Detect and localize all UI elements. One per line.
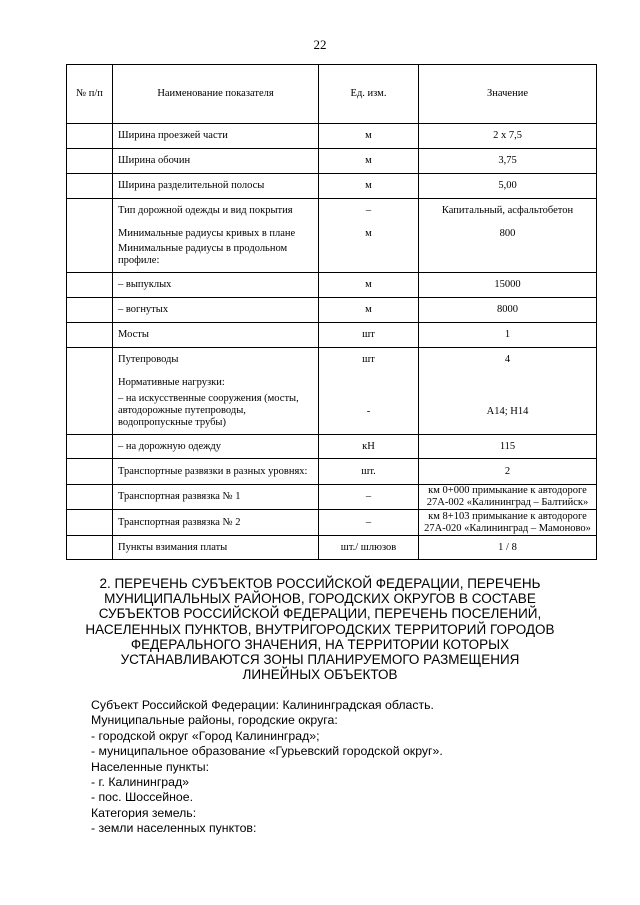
row-unit: [319, 199, 419, 273]
row-value: км 8+103 примыкание к автодороге 27А-020 «Калининград – Мамоново»: [419, 510, 597, 536]
section-heading: [78, 576, 562, 682]
row-unit-line: -: [366, 406, 371, 417]
body-text: [91, 698, 591, 837]
table-row: [67, 485, 597, 510]
heading-line: ФЕДЕРАЛЬНОГО ЗНАЧЕНИЯ, НА ТЕРРИТОРИИ КОТОРЫХ: [130, 636, 510, 652]
row-value: [419, 199, 597, 273]
row-name: Ширина проезжей части: [113, 124, 319, 149]
row-value: [419, 348, 597, 435]
header-number: № п/п: [67, 65, 113, 124]
row-unit: шт: [319, 323, 419, 348]
row-unit: м: [319, 149, 419, 174]
row-name-line: Тип дорожной одежды и вид покрытия: [118, 205, 293, 216]
row-unit: –: [319, 510, 419, 536]
page-number: 22: [313, 37, 327, 52]
row-value: 1: [419, 323, 597, 348]
row-number: [67, 459, 113, 485]
row-unit-line: шт: [362, 354, 375, 365]
row-unit-line: –: [365, 205, 372, 216]
body-line: Категория земель:: [91, 805, 197, 820]
row-name: Транспортные развязки в разных уровнях:: [113, 459, 319, 485]
row-name-line: Минимальные радиусы в продольном профиле:: [118, 243, 288, 266]
table-row: [67, 323, 597, 348]
row-number: [67, 485, 113, 510]
table-row: [67, 348, 597, 435]
row-number: [67, 199, 113, 273]
row-value: 2 x 7,5: [419, 124, 597, 149]
table-row: [67, 435, 597, 459]
body-line: Муниципальные районы, городские округа:: [91, 713, 338, 728]
table-row: [67, 536, 597, 560]
row-unit: [319, 348, 419, 435]
parameters-table: [66, 64, 597, 560]
header-unit: Ед. изм.: [319, 65, 419, 124]
row-value-line: 4: [504, 354, 511, 365]
heading-line: УСТАНАВЛИВАЮТСЯ ЗОНЫ ПЛАНИРУЕМОГО РАЗМЕЩЕНИЯ: [120, 652, 520, 668]
heading-line: 2. ПЕРЕЧЕНЬ СУБЪЕКТОВ РОССИЙСКОЙ ФЕДЕРАЦИИ, ПЕРЕЧЕНЬ: [99, 576, 541, 591]
row-number: [67, 149, 113, 174]
table-row: [67, 510, 597, 536]
row-name-line: Нормативные нагрузки:: [118, 377, 225, 388]
table-row: [67, 273, 597, 298]
row-unit-line: м: [365, 228, 372, 239]
table-row: [67, 199, 597, 273]
row-name: Мосты: [113, 323, 319, 348]
row-name: Ширина разделительной полосы: [113, 174, 319, 199]
row-name-line: – на искусственные сооружения (мосты, автодорожные путепроводы, водопропускные трубы): [118, 393, 299, 428]
row-name: – вогнутых: [113, 298, 319, 323]
row-unit: м: [319, 174, 419, 199]
body-line: - земли населенных пунктов:: [91, 821, 257, 836]
row-name: [113, 348, 319, 435]
table-row: [67, 149, 597, 174]
table-header-row: [67, 65, 597, 124]
row-unit: м: [319, 124, 419, 149]
row-unit: –: [319, 485, 419, 510]
row-value: 5,00: [419, 174, 597, 199]
row-number: [67, 536, 113, 560]
row-name-line: Минимальные радиусы кривых в плане: [118, 228, 296, 239]
row-name: Транспортная развязка № 2: [113, 510, 319, 536]
row-number: [67, 174, 113, 199]
row-unit: шт./ шлюзов: [319, 536, 419, 560]
row-number: [67, 124, 113, 149]
row-name: Пункты взимания платы: [113, 536, 319, 560]
table-row: [67, 124, 597, 149]
row-value: км 0+000 примыкание к автодороге 27А-002 «Калининград – Балтийск»: [419, 485, 597, 510]
row-unit: м: [319, 298, 419, 323]
row-value: 3,75: [419, 149, 597, 174]
row-number: [67, 273, 113, 298]
row-value: 2: [419, 459, 597, 485]
body-line: - г. Калининград»: [91, 775, 190, 790]
row-name: [113, 199, 319, 273]
row-value-line: Капитальный, асфальтобетон: [441, 205, 574, 216]
body-line: Населенные пункты:: [91, 759, 209, 774]
row-number: [67, 298, 113, 323]
table-row: [67, 174, 597, 199]
table-row: [67, 459, 597, 485]
body-line: - пос. Шоссейное.: [91, 790, 193, 805]
row-name: – на дорожную одежду: [113, 435, 319, 459]
row-value: 15000: [419, 273, 597, 298]
row-value: 8000: [419, 298, 597, 323]
heading-line: НАСЕЛЕННЫХ ПУНКТОВ, ВНУТРИГОРОДСКИХ ТЕРРИТОРИЙ ГОРОДОВ: [85, 621, 555, 637]
row-name-line: Путепроводы: [118, 354, 179, 365]
table-row: [67, 298, 597, 323]
row-unit: шт.: [319, 459, 419, 485]
row-value-line: 800: [499, 228, 516, 239]
heading-line: МУНИЦИПАЛЬНЫХ РАЙОНОВ, ГОРОДСКИХ ОКРУГОВ В СОСТАВЕ: [104, 591, 536, 607]
row-number: [67, 510, 113, 536]
body-line: Субъект Российской Федерации: Калининградская область.: [91, 698, 434, 712]
row-value-line: А14; Н14: [486, 406, 529, 417]
header-value: Значение: [419, 65, 597, 124]
header-name: Наименование показателя: [113, 65, 319, 124]
row-number: [67, 323, 113, 348]
row-value: 1 / 8: [419, 536, 597, 560]
row-unit: кН: [319, 435, 419, 459]
row-name: Ширина обочин: [113, 149, 319, 174]
row-name: – выпуклых: [113, 273, 319, 298]
row-name: Транспортная развязка № 1: [113, 485, 319, 510]
heading-line: ЛИНЕЙНЫХ ОБЪЕКТОВ: [242, 667, 398, 683]
body-line: - муниципальное образование «Гурьевский городской округ».: [91, 744, 443, 759]
row-number: [67, 435, 113, 459]
row-value: 115: [419, 435, 597, 459]
row-number: [67, 348, 113, 435]
heading-line: СУБЪЕКТОВ РОССИЙСКОЙ ФЕДЕРАЦИИ, ПЕРЕЧЕНЬ ПОСЕЛЕНИЙ,: [98, 606, 542, 622]
body-line: - городской округ «Город Калининград»;: [91, 728, 320, 743]
row-unit: м: [319, 273, 419, 298]
